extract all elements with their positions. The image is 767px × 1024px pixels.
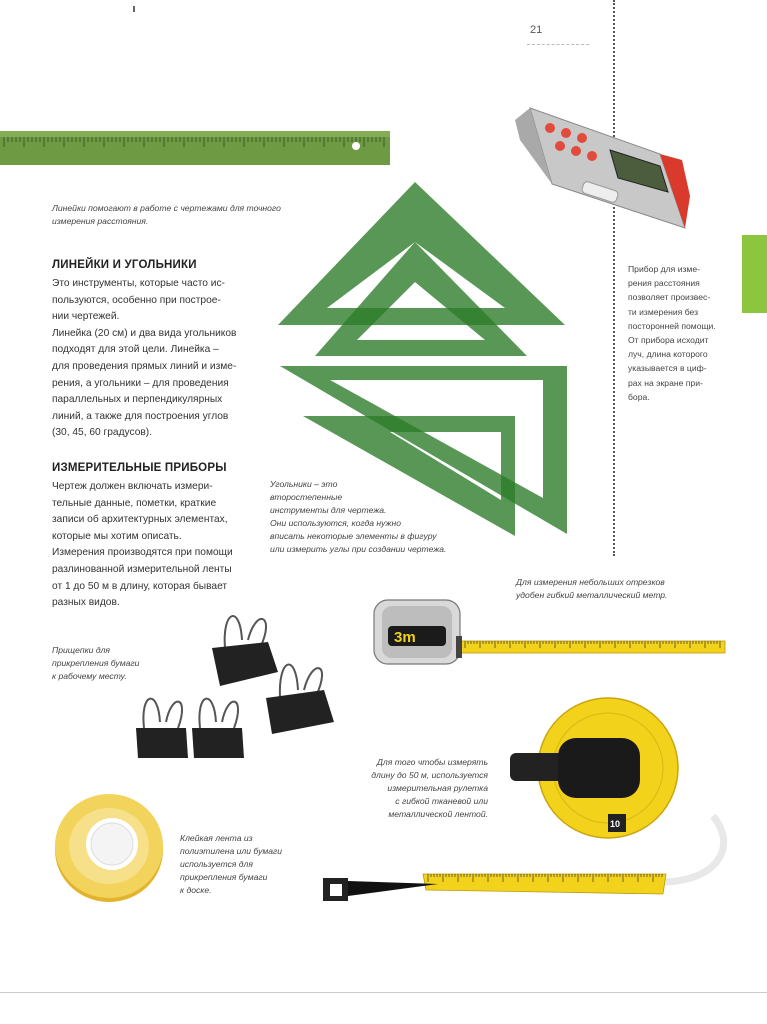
chapter-side-tab <box>742 235 767 313</box>
section-body-rulers <box>52 276 267 442</box>
tape-caption <box>180 832 282 897</box>
body-line: линий, а также для построения углов <box>52 410 229 422</box>
body-line: записи об архитектурных элементах, <box>52 514 228 526</box>
page-bottom-rule <box>0 992 767 993</box>
body-line: (30, 45, 60 градусов). <box>52 427 153 439</box>
sidebar-line: посторонней помощи. <box>628 320 716 331</box>
caption-line: Они используются, когда нужно <box>270 518 401 528</box>
rulers-caption <box>52 202 281 228</box>
caption-line: к доске. <box>180 885 212 895</box>
caption-line: второстепенные <box>270 492 343 502</box>
caption-line: Угольники – это <box>270 479 338 489</box>
caption-line: прикрепления бумаги <box>180 872 268 882</box>
page-number-rule <box>527 44 589 45</box>
section-heading-rulers: ЛИНЕЙКИ И УГОЛЬНИКИ <box>52 259 197 271</box>
laser-distance-meter-illustration <box>510 100 695 240</box>
meter-brand-label: 3m <box>394 629 416 646</box>
body-line: параллельных и перпендикулярных <box>52 394 223 406</box>
section-heading-instruments: ИЗМЕРИТЕЛЬНЫЕ ПРИБОРЫ <box>52 462 227 474</box>
body-line: разлинованной измерительной ленты <box>52 563 232 575</box>
caption-line: Клейкая лента из <box>180 833 253 843</box>
sidebar-line: позволяет произвес- <box>628 292 711 303</box>
caption-line: или измерить углы при создании чертежа. <box>270 544 447 554</box>
body-line: пользуются, особенно при построе- <box>52 294 221 306</box>
clips-caption <box>52 644 139 683</box>
caption-line: полиэтилена или бумаги <box>180 846 283 856</box>
sidebar-text <box>628 262 740 404</box>
body-line: рения, а угольники – для проведения <box>52 377 229 389</box>
sidebar-line: Прибор для изме- <box>628 264 700 274</box>
triangles-caption <box>270 478 446 556</box>
adhesive-tape-illustration <box>52 788 167 906</box>
page-number: 21 <box>530 24 543 36</box>
caption-line: с гибкой тканевой или <box>395 796 488 806</box>
caption-line: измерения расстояния. <box>52 216 149 226</box>
sidebar-line: ти измерения без <box>628 306 699 317</box>
sidebar-line: От прибора исходит <box>628 335 709 346</box>
sidebar-line: рения расстояния <box>628 278 700 289</box>
body-line: которые мы хотим описать. <box>52 530 182 542</box>
sidebar-dotted-divider <box>613 0 615 556</box>
caption-line: удобен гибкий металлический метр. <box>516 590 668 600</box>
body-line: тельные данные, пометки, краткие <box>52 497 217 509</box>
caption-line: вписать некоторые элементы в фигуру <box>270 531 437 541</box>
sidebar-line: бора. <box>628 391 650 402</box>
body-line: подходят для этой цели. Линейка – <box>52 344 219 356</box>
sidebar-line: рах на экране при- <box>628 377 703 388</box>
caption-line: к рабочему месту. <box>52 671 127 681</box>
roulette-illustration <box>318 696 738 916</box>
caption-line: Прищепки для <box>52 645 111 655</box>
body-line: нии чертежей. <box>52 311 120 323</box>
section-body-instruments <box>52 479 267 612</box>
body-line: от 1 до 50 м в длину, которая бывает <box>52 580 228 592</box>
caption-line: длину до 50 м, используется <box>371 770 488 780</box>
caption-line: Для того чтобы измерять <box>376 757 488 767</box>
body-line: разных видов. <box>52 597 120 609</box>
body-line: Это инструменты, которые часто ис- <box>52 278 225 289</box>
sidebar-line: луч, длина которого <box>628 349 708 360</box>
caption-line: металлической лентой. <box>388 809 488 819</box>
sidebar-line: указывается в циф- <box>628 363 707 374</box>
caption-line: используется для <box>180 859 253 869</box>
roulette-size-label: 10 <box>610 819 621 829</box>
caption-line: Для измерения небольших отрезков <box>516 577 665 587</box>
ruler-illustration <box>0 128 392 168</box>
body-line: Линейка (20 см) и два вида угольников <box>52 327 237 339</box>
tape-measure-illustration <box>370 596 730 668</box>
caption-line: прикрепления бумаги <box>52 658 140 668</box>
caption-line: инструменты для чертежа. <box>270 505 387 515</box>
caption-line: измерительная рулетка <box>387 783 488 793</box>
body-line: для проведения прямых линий и изме- <box>52 360 237 372</box>
caption-line: Линейки помогают в работе с чертежами для точного <box>52 203 281 213</box>
body-line: Чертеж должен включать измери- <box>52 481 213 492</box>
top-tick-mark <box>133 6 135 12</box>
body-line: Измерения производятся при помощи <box>52 547 233 559</box>
